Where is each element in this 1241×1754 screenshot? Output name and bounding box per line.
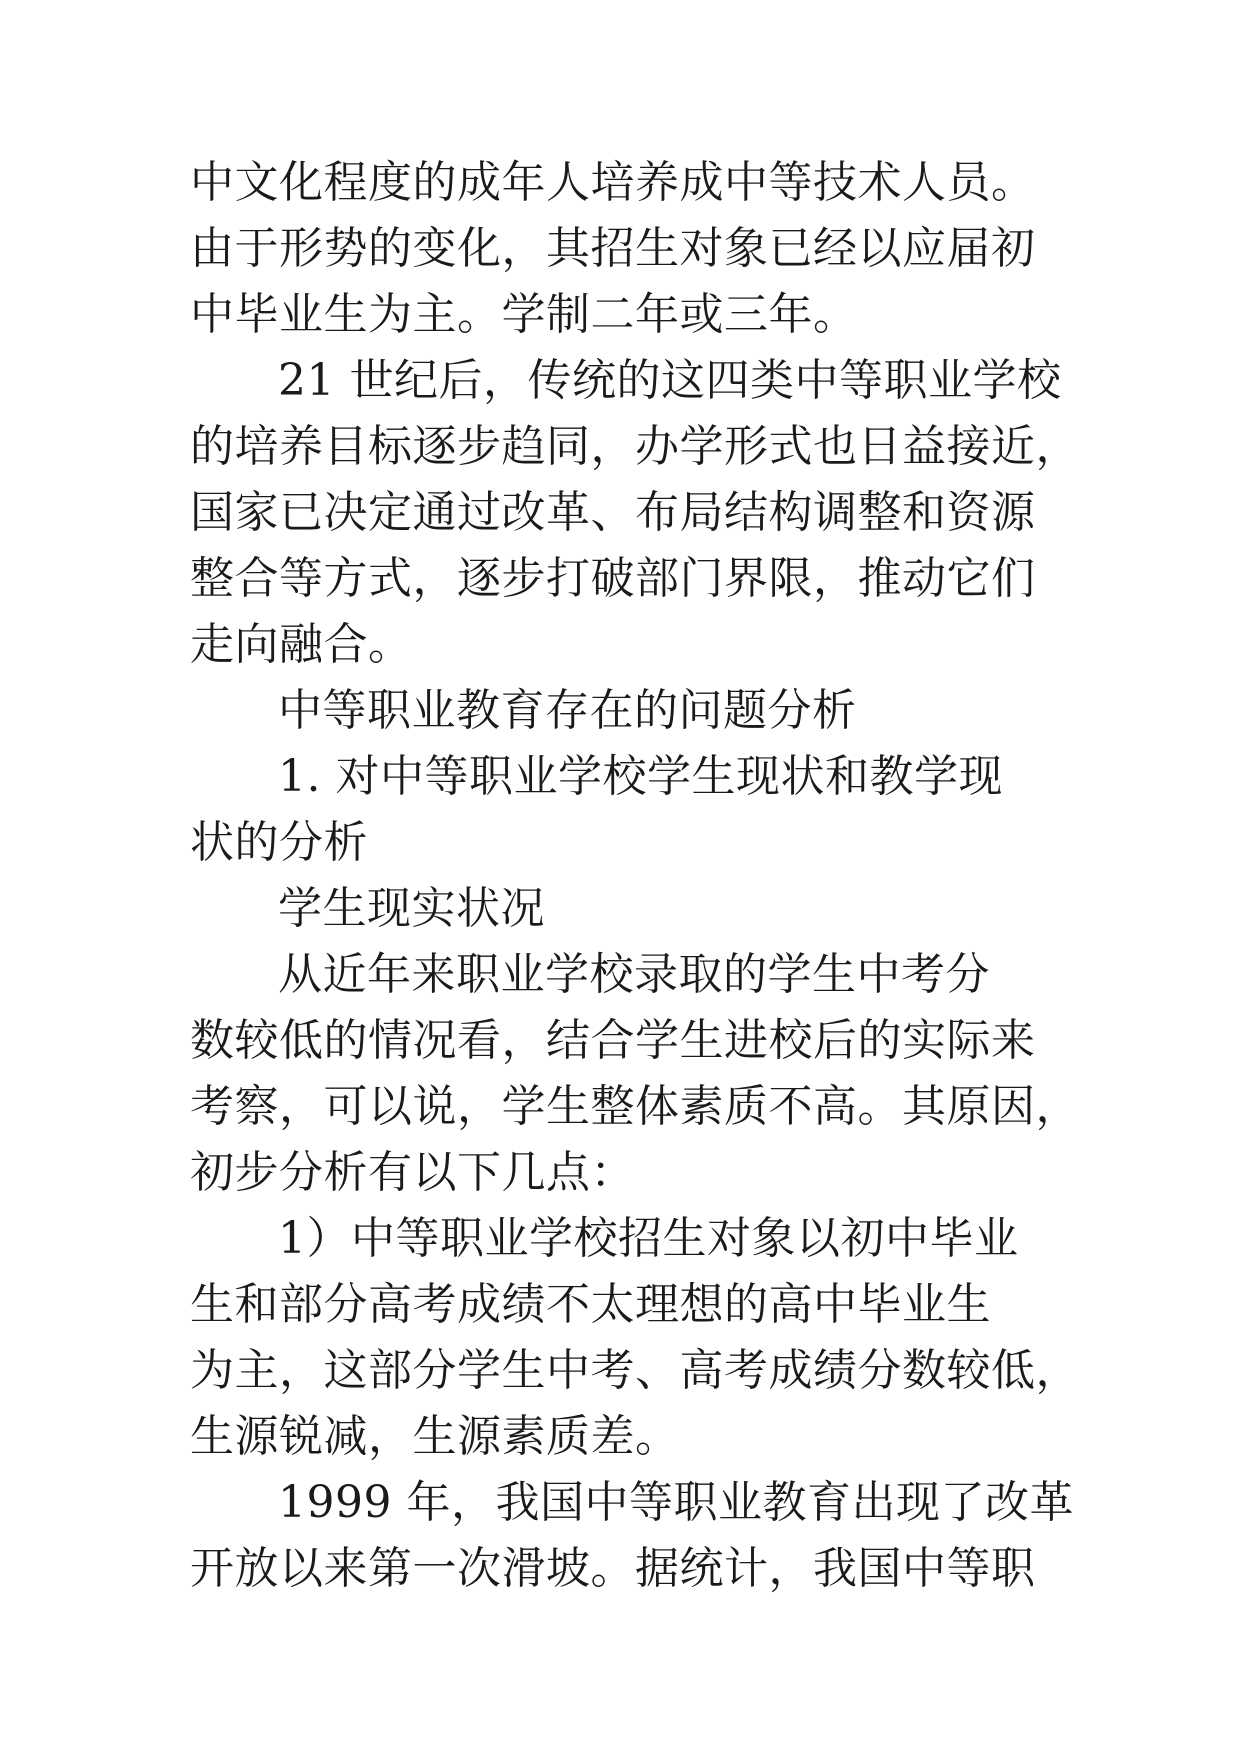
text-line: 从近年来职业学校录取的学生中考分	[278, 949, 990, 1000]
text-line: 生和部分高考成绩不太理想的高中毕业生	[190, 1279, 991, 1330]
text-line: 整合等方式，逐步打破部门界限，推动它们	[190, 553, 1036, 604]
text-line: 21 世纪后，传统的这四类中等职业学校	[278, 355, 1062, 406]
text-line: 为主，这部分学生中考、高考成绩分数较低，	[190, 1345, 1080, 1396]
text-line: 国家已决定通过改革、布局结构调整和资源	[190, 487, 1036, 538]
subsection-heading: 学生现实状况	[278, 883, 545, 934]
section-heading: 中等职业教育存在的问题分析	[278, 685, 857, 736]
text-line: 中毕业生为主。学制二年或三年。	[190, 289, 858, 340]
text-line: 1999 年，我国中等职业教育出现了改革	[278, 1477, 1074, 1528]
text-line: 开放以来第一次滑坡。据统计，我国中等职	[190, 1543, 1036, 1594]
text-line: 1）中等职业学校招生对象以初中毕业	[278, 1213, 1019, 1264]
text-line: 由于形势的变化，其招生对象已经以应届初	[190, 223, 1036, 274]
text-line: 数较低的情况看，结合学生进校后的实际来	[190, 1015, 1036, 1066]
subsection-heading-cont: 状的分析	[190, 817, 368, 868]
text-line: 考察，可以说，学生整体素质不高。其原因，	[190, 1081, 1080, 1132]
text-line: 走向融合。	[190, 619, 413, 670]
text-line: 的培养目标逐步趋同，办学形式也日益接近，	[190, 421, 1080, 472]
text-line: 中文化程度的成年人培养成中等技术人员。	[190, 157, 1036, 208]
text-line: 初步分析有以下几点：	[190, 1147, 635, 1198]
text-line: 生源锐减，生源素质差。	[190, 1411, 680, 1462]
body-text	[190, 150, 1080, 1602]
subsection-heading: 1. 对中等职业学校学生现状和教学现	[278, 751, 1003, 802]
